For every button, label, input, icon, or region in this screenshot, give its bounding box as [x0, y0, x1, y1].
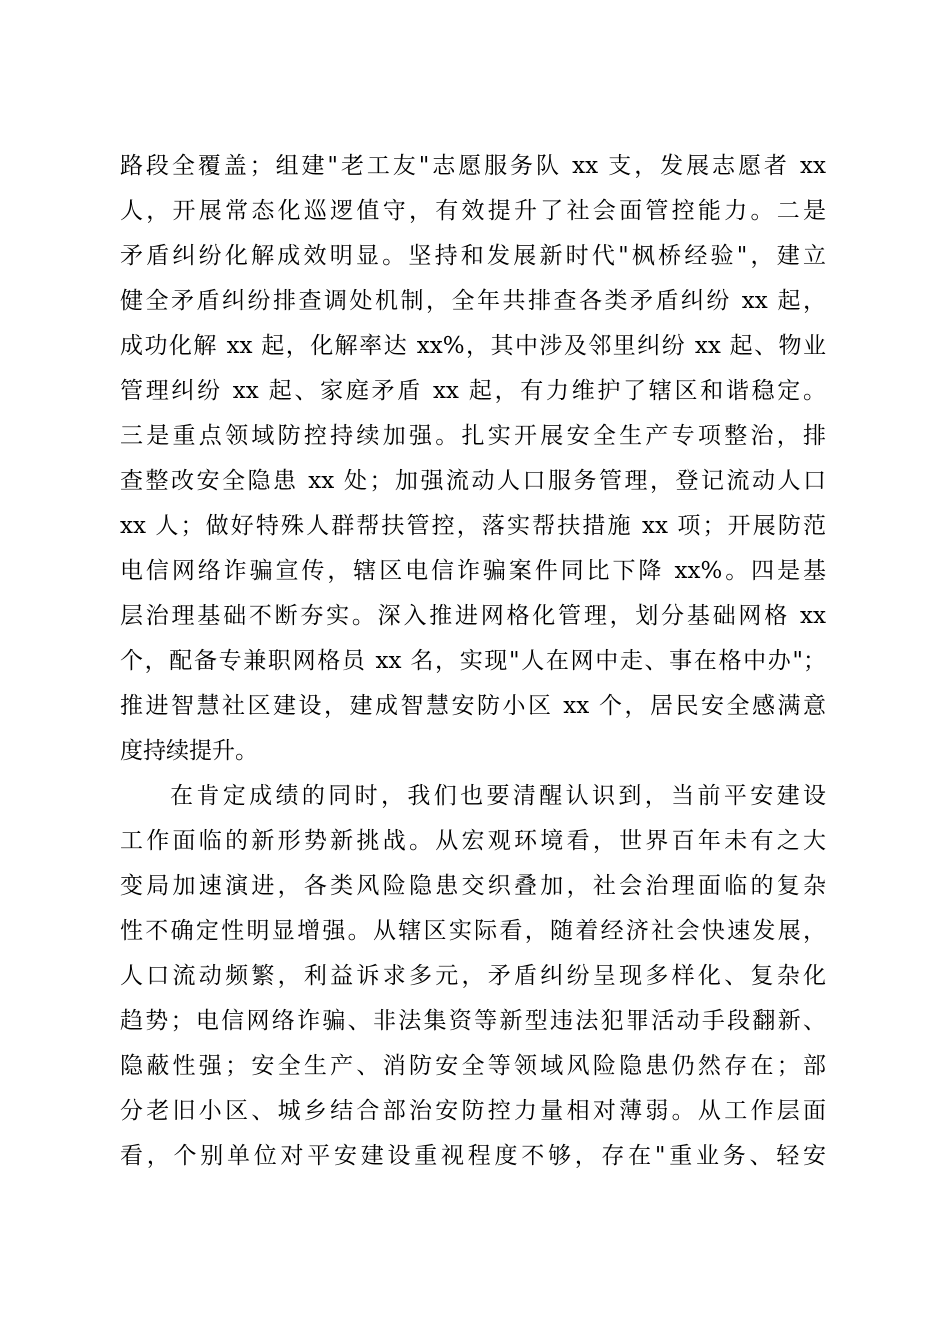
text-line: 查整改安全隐患 xx 处；加强流动人口服务管理，登记流动人口 [120, 468, 826, 494]
document-body [120, 144, 826, 1179]
text-line: 推进智慧社区建设，建成智慧安防小区 xx 个，居民安全感满意 [120, 693, 826, 719]
text-line: 个，配备专兼职网格员 xx 名，实现"人在网中走、事在格中办"； [120, 648, 826, 674]
text-line: 电信网络诈骗宣传，辖区电信诈骗案件同比下降 xx%。四是基 [120, 558, 826, 584]
text-line: 健全矛盾纠纷排查调处机制，全年共排查各类矛盾纠纷 xx 起， [120, 288, 826, 314]
text-line: 性不确定性明显增强。从辖区实际看，随着经济社会快速发展， [120, 918, 826, 944]
text-line: 人口流动频繁，利益诉求多元，矛盾纠纷呈现多样化、复杂化 [120, 963, 826, 989]
text-line: 成功化解 xx 起，化解率达 xx%，其中涉及邻里纠纷 xx 起、物业 [120, 333, 826, 359]
text-line: 层治理基础不断夯实。深入推进网格化管理，划分基础网格 xx [120, 603, 826, 629]
text-line: 度持续提升。 [120, 738, 258, 764]
text-line: 工作面临的新形势新挑战。从宏观环境看，世界百年未有之大 [120, 828, 826, 854]
text-line: 看，个别单位对平安建设重视程度不够，存在"重业务、轻安 [120, 1143, 826, 1169]
text-line: 人，开展常态化巡逻值守，有效提升了社会面管控能力。二是 [120, 198, 826, 224]
text-line: 趋势；电信网络诈骗、非法集资等新型违法犯罪活动手段翻新、 [120, 1008, 826, 1034]
text-line: 三是重点领域防控持续加强。扎实开展安全生产专项整治，排 [120, 423, 826, 449]
text-line: 分老旧小区、城乡结合部治安防控力量相对薄弱。从工作层面 [120, 1098, 826, 1124]
paragraph-challenges [120, 774, 826, 1179]
text-line: 隐蔽性强；安全生产、消防安全等领域风险隐患仍然存在；部 [120, 1053, 826, 1079]
text-line: xx 人；做好特殊人群帮扶管控，落实帮扶措施 xx 项；开展防范 [120, 513, 826, 539]
text-line: 管理纠纷 xx 起、家庭矛盾 xx 起，有力维护了辖区和谐稳定。 [120, 378, 826, 404]
text-line: 路段全覆盖；组建"老工友"志愿服务队 xx 支，发展志愿者 xx [120, 153, 826, 179]
text-line: 矛盾纠纷化解成效明显。坚持和发展新时代"枫桥经验"，建立 [120, 243, 826, 269]
paragraph-achievements [120, 144, 826, 774]
text-line: 在肯定成绩的同时，我们也要清醒认识到，当前平安建设 [170, 783, 826, 809]
text-line: 变局加速演进，各类风险隐患交织叠加，社会治理面临的复杂 [120, 873, 826, 899]
